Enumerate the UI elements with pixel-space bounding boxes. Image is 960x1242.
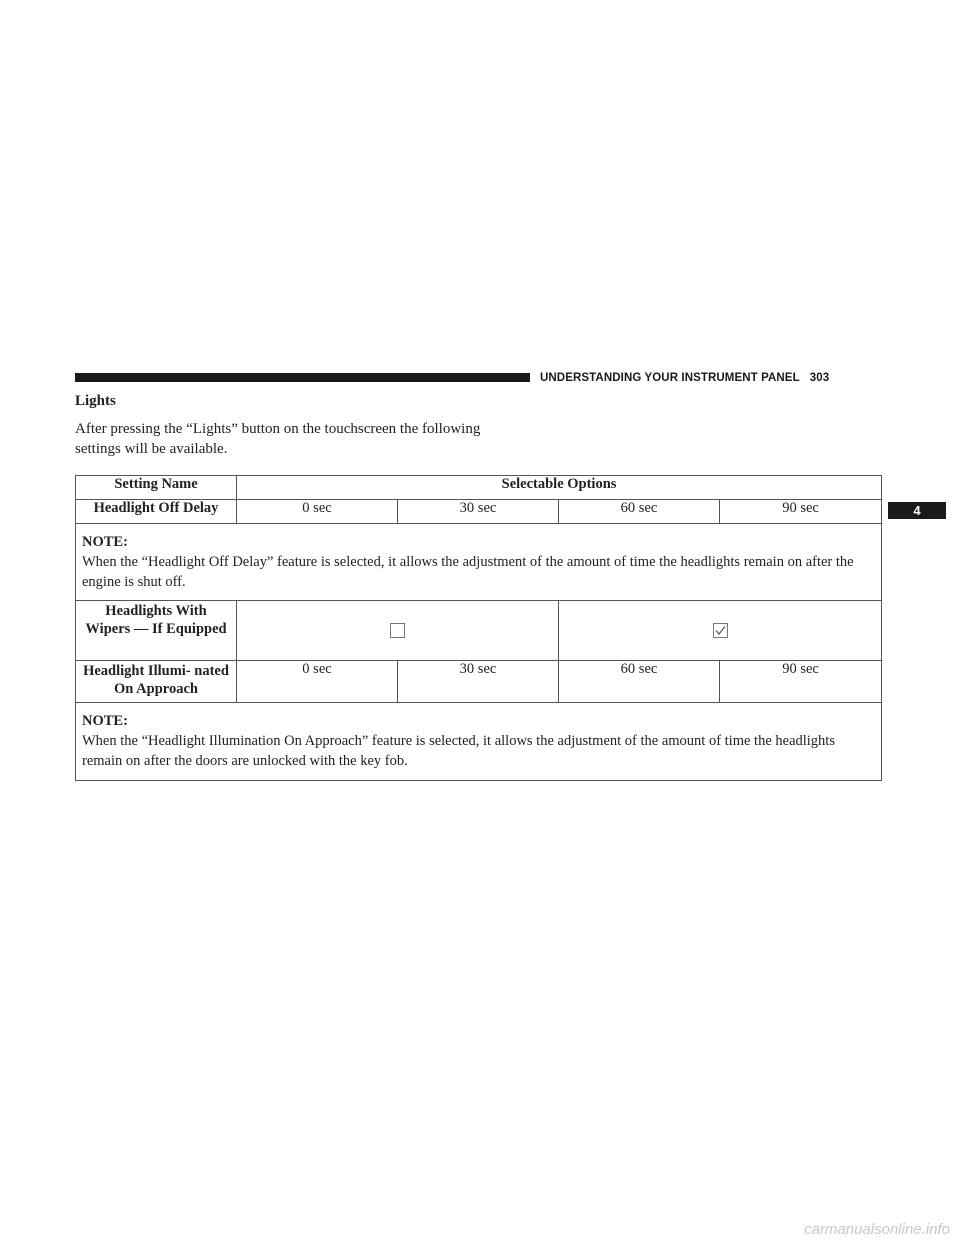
header-setting-name: Setting Name bbox=[76, 476, 237, 500]
option-value: 30 sec bbox=[398, 661, 559, 703]
option-value: 0 sec bbox=[237, 661, 398, 703]
option-value: 60 sec bbox=[559, 500, 720, 524]
table-row-note bbox=[76, 703, 882, 781]
setting-name: Headlight Off Delay bbox=[76, 500, 237, 524]
table-row-headlight-off-delay bbox=[76, 500, 882, 524]
note-text: When the “Headlight Illumination On Approach” feature is selected, it allows the adjustment of the amount of time the headlights remain on after the doors are unlocked with the key fob. bbox=[82, 733, 835, 769]
setting-name: Headlights With Wipers — If Equipped bbox=[76, 601, 237, 661]
section-title: Lights bbox=[75, 393, 116, 409]
note-text: When the “Headlight Off Delay” feature is selected, it allows the adjustment of the amount of time the headlights remain on after the engine is shut off. bbox=[82, 554, 854, 590]
unchecked-box-icon bbox=[390, 623, 405, 638]
settings-table bbox=[75, 475, 882, 781]
table-row-headlight-illuminated-on-approach bbox=[76, 661, 882, 703]
intro-paragraph: After pressing the “Lights” button on the touchscreen the following settings will be available. bbox=[75, 421, 481, 457]
table-row-note bbox=[76, 524, 882, 601]
note-label: NOTE: bbox=[82, 713, 128, 729]
option-value: 90 sec bbox=[720, 661, 882, 703]
chapter-title: UNDERSTANDING YOUR INSTRUMENT PANEL bbox=[540, 372, 800, 384]
checked-box-icon bbox=[713, 623, 728, 638]
header-selectable-options: Selectable Options bbox=[237, 476, 882, 500]
note-cell bbox=[76, 524, 882, 601]
option-value: 30 sec bbox=[398, 500, 559, 524]
chapter-tab: 4 bbox=[888, 502, 946, 519]
option-unchecked bbox=[237, 601, 559, 661]
option-value: 60 sec bbox=[559, 661, 720, 703]
header-bar bbox=[75, 373, 530, 382]
option-checked bbox=[559, 601, 882, 661]
note-label: NOTE: bbox=[82, 534, 128, 550]
running-header bbox=[540, 368, 829, 388]
note-cell bbox=[76, 703, 882, 781]
option-value: 0 sec bbox=[237, 500, 398, 524]
setting-name: Headlight Illumi- nated On Approach bbox=[76, 661, 237, 703]
table-row-headlights-with-wipers bbox=[76, 601, 882, 661]
footer-watermark: carmanualsonline.info bbox=[804, 1221, 950, 1238]
page-number: 303 bbox=[809, 372, 830, 384]
option-value: 90 sec bbox=[720, 500, 882, 524]
table-header-row bbox=[76, 476, 882, 500]
